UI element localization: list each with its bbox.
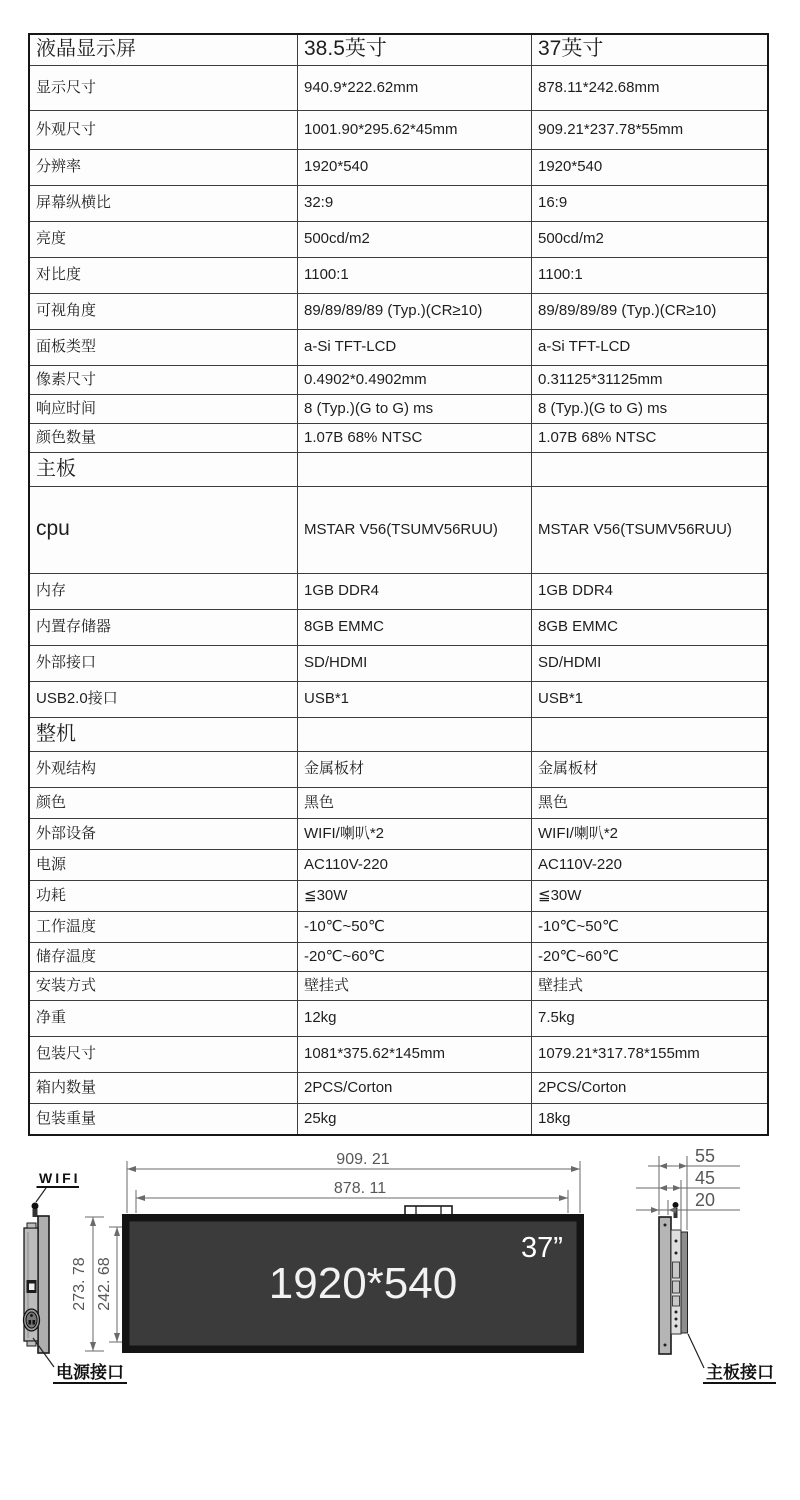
spec-value-37-inch: AC110V-220 bbox=[538, 855, 622, 873]
spec-value-38-5-inch: 1100:1 bbox=[298, 258, 532, 293]
table-row bbox=[30, 395, 767, 424]
spec-label: 包装尺寸 bbox=[30, 1037, 298, 1072]
column-header-38-5-inch: 38.5英寸 bbox=[298, 35, 532, 65]
spec-label: 箱内数量 bbox=[30, 1073, 298, 1103]
spec-value-37-inch: WIFI/喇叭*2 bbox=[538, 824, 619, 842]
spec-value-37-inch: 2PCS/Corton bbox=[538, 1078, 627, 1096]
spec-value-38-5-inch bbox=[298, 718, 532, 751]
spec-value-38-5-inch: -20℃~60℃ bbox=[298, 943, 532, 971]
spec-label: 屏幕纵横比 bbox=[30, 186, 298, 221]
height-dimensions bbox=[71, 1217, 129, 1351]
table-row bbox=[30, 294, 767, 330]
spec-value-37-inch: 500cd/m2 bbox=[538, 230, 604, 248]
spec-value-37-inch: 16:9 bbox=[538, 194, 568, 212]
spec-label: 外观尺寸 bbox=[30, 111, 298, 149]
spec-value-38-5-inch: 金属板材 bbox=[298, 752, 532, 787]
outer-height-dim: 273. 78 bbox=[71, 1257, 88, 1311]
table-row bbox=[30, 1104, 767, 1134]
left-side-view bbox=[24, 1203, 50, 1354]
spec-value-37-inch: 7.5kg bbox=[538, 1009, 575, 1027]
mainboard-port-callout bbox=[688, 1334, 776, 1383]
spec-label: 像素尺寸 bbox=[30, 366, 298, 394]
table-row bbox=[30, 258, 767, 294]
table-row bbox=[30, 850, 767, 881]
spec-label: 工作温度 bbox=[30, 912, 298, 942]
spec-label: 可视角度 bbox=[30, 294, 298, 329]
table-header-row bbox=[30, 35, 767, 66]
spec-value-37-inch: 8 (Typ.)(G to G) ms bbox=[538, 399, 668, 417]
table-row bbox=[30, 682, 767, 718]
spec-label: cpu bbox=[30, 487, 298, 573]
spec-value-38-5-inch: 1.07B 68% NTSC bbox=[298, 424, 532, 452]
table-row bbox=[30, 574, 767, 610]
depth-body-dim: 45 bbox=[695, 1168, 716, 1188]
right-side-view bbox=[659, 1202, 688, 1354]
spec-label: 安装方式 bbox=[30, 972, 298, 1000]
outer-width-dim: 909. 21 bbox=[336, 1151, 390, 1168]
spec-label: 主板 bbox=[30, 453, 298, 486]
dimension-diagram bbox=[0, 1140, 800, 1420]
spec-value-37-inch: 878.11*242.68mm bbox=[538, 78, 660, 96]
spec-value-37-inch: 18kg bbox=[538, 1109, 571, 1127]
spec-label: 颜色 bbox=[30, 788, 298, 818]
table-row bbox=[30, 424, 767, 453]
table-row bbox=[30, 610, 767, 646]
spec-value-37-inch bbox=[532, 718, 767, 751]
spec-value-37-inch: 1100:1 bbox=[538, 266, 583, 284]
spec-value-38-5-inch: a-Si TFT-LCD bbox=[298, 330, 532, 365]
screen-resolution-text: 1920*540 bbox=[268, 1259, 458, 1308]
spec-value-38-5-inch: 940.9*222.62mm bbox=[298, 66, 532, 110]
spec-label: 电源 bbox=[30, 850, 298, 880]
spec-label: 亮度 bbox=[30, 222, 298, 257]
spec-label: 外观结构 bbox=[30, 752, 298, 787]
spec-label: 对比度 bbox=[30, 258, 298, 293]
spec-label: 面板类型 bbox=[30, 330, 298, 365]
spec-value-37-inch: 8GB EMMC bbox=[538, 618, 619, 636]
table-row bbox=[30, 972, 767, 1001]
table-row bbox=[30, 1037, 767, 1073]
power-socket bbox=[24, 1309, 40, 1331]
spec-value-38-5-inch: SD/HDMI bbox=[298, 646, 532, 681]
table-title: 液晶显示屏 bbox=[30, 35, 298, 65]
spec-value-38-5-inch: AC110V-220 bbox=[298, 850, 532, 880]
table-row bbox=[30, 453, 767, 487]
mainboard-port-label: 主板接口 bbox=[706, 1363, 774, 1382]
spec-label: 净重 bbox=[30, 1001, 298, 1036]
spec-value-37-inch: USB*1 bbox=[538, 690, 584, 708]
spec-value-38-5-inch: 32:9 bbox=[298, 186, 532, 221]
table-row bbox=[30, 222, 767, 258]
table-row bbox=[30, 788, 767, 819]
spec-label: USB2.0接口 bbox=[30, 682, 298, 717]
spec-value-38-5-inch: 1GB DDR4 bbox=[298, 574, 532, 609]
spec-value-37-inch: 1920*540 bbox=[538, 158, 603, 176]
table-row bbox=[30, 111, 767, 150]
spec-label: 颜色数量 bbox=[30, 424, 298, 452]
column-header-37-inch: 37英寸 bbox=[538, 37, 604, 61]
spec-label: 包装重量 bbox=[30, 1104, 298, 1134]
table-row bbox=[30, 646, 767, 682]
table-row bbox=[30, 330, 767, 366]
spec-value-38-5-inch: 黑色 bbox=[298, 788, 532, 818]
table-row bbox=[30, 487, 767, 574]
table-row bbox=[30, 943, 767, 972]
wifi-label: WIFI bbox=[39, 1170, 81, 1186]
power-port-label: 电源接口 bbox=[56, 1363, 124, 1382]
spec-value-37-inch: 909.21*237.78*55mm bbox=[538, 120, 684, 138]
spec-value-38-5-inch: 8GB EMMC bbox=[298, 610, 532, 645]
spec-value-37-inch: MSTAR V56(TSUMV56RUU) bbox=[538, 520, 732, 538]
spec-label: 内存 bbox=[30, 574, 298, 609]
spec-value-38-5-inch: 8 (Typ.)(G to G) ms bbox=[298, 395, 532, 423]
spec-label: 分辨率 bbox=[30, 150, 298, 185]
spec-value-37-inch: 1.07B 68% NTSC bbox=[538, 428, 657, 446]
depth-total-dim: 55 bbox=[695, 1146, 716, 1166]
spec-label: 显示尺寸 bbox=[30, 66, 298, 110]
spec-value-37-inch: -20℃~60℃ bbox=[538, 947, 619, 965]
spec-value-37-inch: SD/HDMI bbox=[538, 654, 602, 672]
spec-value-38-5-inch: 25kg bbox=[298, 1104, 532, 1134]
spec-value-38-5-inch: 2PCS/Corton bbox=[298, 1073, 532, 1103]
wifi-callout bbox=[36, 1170, 81, 1202]
spec-value-37-inch bbox=[532, 453, 767, 486]
spec-value-37-inch: ≦30W bbox=[538, 886, 582, 904]
table-row bbox=[30, 912, 767, 943]
top-handle bbox=[405, 1206, 452, 1215]
spec-value-37-inch: a-Si TFT-LCD bbox=[538, 338, 631, 356]
spec-value-38-5-inch: 89/89/89/89 (Typ.)(CR≥10) bbox=[298, 294, 532, 329]
spec-label: 外部设备 bbox=[30, 819, 298, 849]
spec-label: 储存温度 bbox=[30, 943, 298, 971]
table-row bbox=[30, 819, 767, 850]
screen-size-text: 37” bbox=[521, 1232, 563, 1264]
spec-value-37-inch: 黑色 bbox=[538, 793, 569, 811]
table-row bbox=[30, 66, 767, 111]
spec-label: 整机 bbox=[30, 718, 298, 751]
table-row bbox=[30, 881, 767, 912]
diagram-svg bbox=[0, 1140, 800, 1420]
table-row bbox=[30, 1073, 767, 1104]
spec-value-38-5-inch: MSTAR V56(TSUMV56RUU) bbox=[298, 487, 532, 573]
spec-value-38-5-inch: ≦30W bbox=[298, 881, 532, 911]
table-row bbox=[30, 366, 767, 395]
spec-value-38-5-inch: 1001.90*295.62*45mm bbox=[298, 111, 532, 149]
spec-value-37-inch: 金属板材 bbox=[538, 760, 599, 778]
table-body bbox=[30, 66, 767, 1134]
spec-value-38-5-inch: 0.4902*0.4902mm bbox=[298, 366, 532, 394]
spec-value-37-inch: 1079.21*317.78*155mm bbox=[538, 1045, 700, 1063]
spec-label: 外部接口 bbox=[30, 646, 298, 681]
spec-label: 内置存储器 bbox=[30, 610, 298, 645]
display-width-dim: 878. 11 bbox=[333, 1180, 387, 1197]
spec-value-38-5-inch: 1081*375.62*145mm bbox=[298, 1037, 532, 1072]
spec-value-38-5-inch: USB*1 bbox=[298, 682, 532, 717]
spec-value-38-5-inch: 500cd/m2 bbox=[298, 222, 532, 257]
table-row bbox=[30, 186, 767, 222]
depth-front-dim: 20 bbox=[695, 1190, 716, 1210]
spec-value-37-inch: -10℃~50℃ bbox=[538, 917, 619, 935]
depth-dimensions bbox=[636, 1146, 740, 1230]
spec-value-38-5-inch: 1920*540 bbox=[298, 150, 532, 185]
spec-value-37-inch: 1GB DDR4 bbox=[538, 582, 614, 600]
spec-value-37-inch: 壁挂式 bbox=[538, 976, 584, 994]
display-front-view bbox=[122, 1206, 584, 1353]
spec-label: 功耗 bbox=[30, 881, 298, 911]
table-row bbox=[30, 752, 767, 788]
spec-value-38-5-inch: WIFI/喇叭*2 bbox=[298, 819, 532, 849]
spec-label: 响应时间 bbox=[30, 395, 298, 423]
spec-value-38-5-inch bbox=[298, 453, 532, 486]
side-square-connector bbox=[27, 1280, 37, 1293]
table-row bbox=[30, 150, 767, 186]
width-dimensions bbox=[127, 1151, 580, 1213]
spec-value-37-inch: 89/89/89/89 (Typ.)(CR≥10) bbox=[538, 302, 717, 320]
table-row bbox=[30, 1001, 767, 1037]
spec-value-37-inch: 0.31125*31125mm bbox=[538, 370, 663, 388]
spec-value-38-5-inch: 壁挂式 bbox=[298, 972, 532, 1000]
display-height-dim: 242. 68 bbox=[96, 1257, 113, 1311]
spec-value-38-5-inch: -10℃~50℃ bbox=[298, 912, 532, 942]
spec-value-38-5-inch: 12kg bbox=[298, 1001, 532, 1036]
table-row bbox=[30, 718, 767, 752]
spec-table bbox=[28, 33, 769, 1136]
